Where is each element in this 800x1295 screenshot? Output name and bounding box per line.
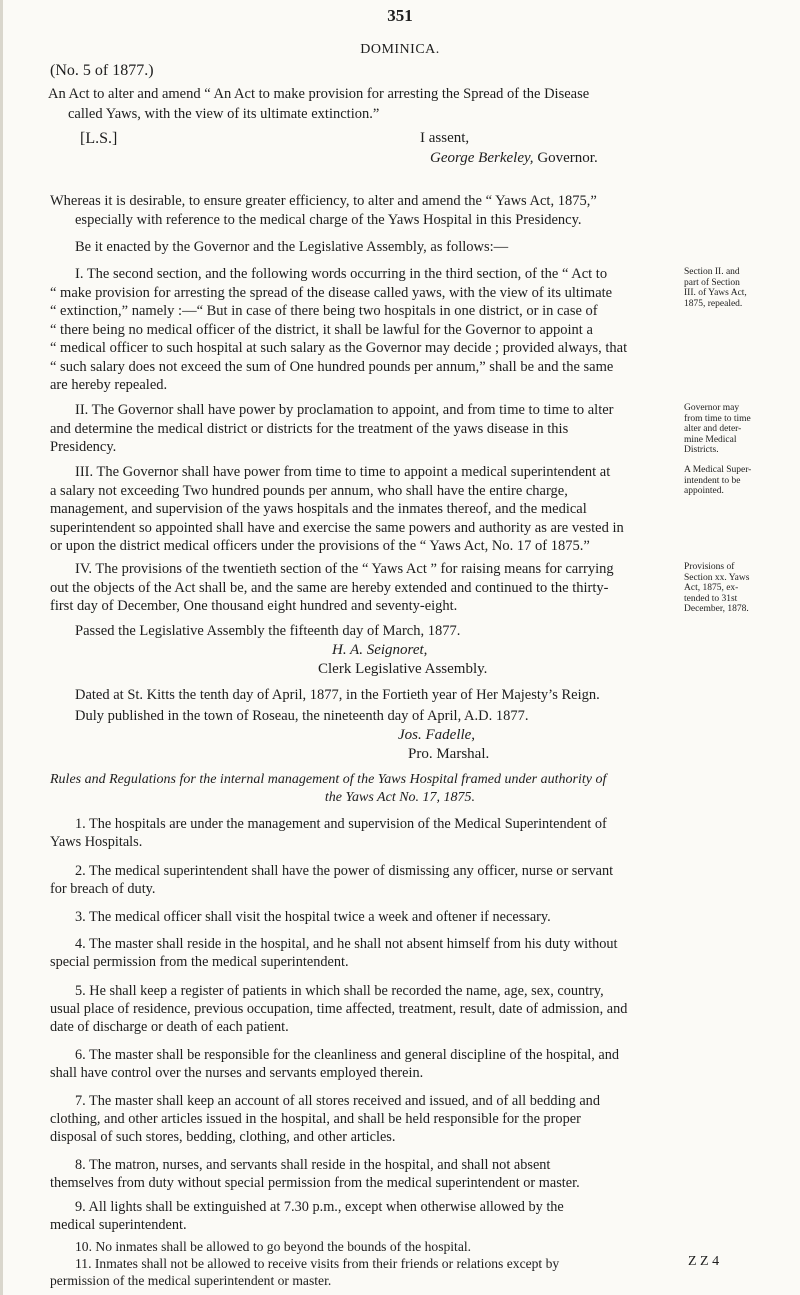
rule-line: Yaws Hospitals.	[50, 834, 143, 850]
margin-note-line: Section xx. Yaws	[684, 572, 750, 583]
preamble-line: Whereas it is desirable, to ensure greater efficiency, to alter and amend the “ Yaws Act, 1875,”	[50, 193, 597, 209]
marshal-name: Jos. Fadelle,	[398, 727, 476, 743]
dated-statement	[50, 686, 750, 705]
section-line: superintendent so appointed shall have and exercise the same powers and authority as are vested in	[50, 519, 624, 536]
page-number: 351	[387, 6, 413, 25]
rule-line: usual place of residence, previous occupation, time affected, treatment, result, date of admission, and	[50, 1001, 628, 1017]
margin-note-section-4	[684, 562, 792, 615]
enacting-clause	[50, 238, 750, 257]
section-line: a salary not exceeding Two hundred pounds per annum, who shall have the entire charge,	[50, 482, 568, 499]
rule-line: clothing, and other articles issued in the hospital, and shall be held responsible for the proper	[50, 1111, 581, 1127]
rule-line: 11. Inmates shall not be allowed to receive visits from their friends or relations except by	[75, 1256, 560, 1271]
enacting-clause-text: Be it enacted by the Governor and the Legislative Assembly, as follows:—	[75, 239, 509, 255]
margin-note-line: from time to time	[684, 413, 751, 424]
rule-item	[50, 1046, 750, 1082]
rule-line: 2. The medical superintendent shall have the power of dismissing any officer, nurse or servant	[75, 863, 614, 879]
assent-text: I assent,	[420, 130, 470, 146]
margin-note-line: December, 1878.	[684, 604, 749, 614]
section-4	[50, 560, 750, 616]
section-line: and determine the medical district or districts for the treatment of the yaws disease in this	[50, 420, 569, 437]
section-line: I. The second section, and the following words occurring in the third section, of the “ Act to	[75, 266, 608, 282]
section-line: III. The Governor shall have power from time to time to appoint a medical superintendent at	[75, 464, 611, 480]
rules-heading-line: the Yaws Act No. 17, 1875.	[324, 790, 476, 805]
rule-item	[50, 1198, 750, 1234]
act-title	[48, 84, 748, 124]
margin-note-section-3	[684, 465, 792, 497]
rule-item	[50, 1156, 750, 1192]
section-line: “ extinction,” namely :—“ But in case of there being two hospitals in one district, or in case of	[50, 303, 598, 319]
rule-line: 5. He shall keep a register of patients in which shall be recorded the name, age, sex, country,	[75, 983, 604, 999]
rule-line: 7. The master shall keep an account of all stores received and issued, and of all bedding and	[75, 1093, 600, 1109]
section-2	[50, 401, 750, 457]
rule-item	[50, 862, 750, 898]
section-3	[50, 463, 750, 556]
section-line: IV. The provisions of the twentieth section of the “ Yaws Act ” for raising means for carrying	[75, 561, 614, 577]
section-line: or upon the district medical officers under the provisions of the “ Yaws Act, No. 17 of 1875.”	[50, 538, 590, 554]
governor-title: Governor.	[537, 150, 598, 166]
published-text: Duly published in the town of Roseau, the nineteenth day of April, A.D. 1877.	[75, 708, 529, 724]
margin-note-line: Act, 1875, ex-	[684, 583, 739, 593]
rule-item	[50, 1255, 680, 1289]
margin-note-line: Provisions of	[684, 562, 735, 572]
passed-text: Passed the Legislative Assembly the fifteenth day of March, 1877.	[75, 623, 461, 639]
published-statement	[50, 707, 750, 726]
section-line: “ such salary does not exceed the sum of One hundred pounds per annum,” shall be and the same	[50, 358, 614, 375]
section-line: “ medical officer to such hospital at such salary as the Governor may decide ; provided always, that	[50, 340, 628, 356]
rule-line: 8. The matron, nurses, and servants shall reside in the hospital, and shall not absent	[75, 1157, 551, 1173]
section-1	[50, 265, 690, 395]
margin-note-line: intendent to be	[684, 475, 741, 486]
margin-note-line: 1875, repealed.	[684, 298, 743, 309]
rule-line: permission of the medical superintendent or master.	[50, 1273, 332, 1288]
dated-text: Dated at St. Kitts the tenth day of April, 1877, in the Fortieth year of Her Majesty’s Reign.	[75, 687, 600, 703]
rule-item	[50, 935, 750, 971]
section-line: II. The Governor shall have power by proclamation to appoint, and from time to time to alter	[75, 402, 614, 418]
margin-note-line: Districts.	[684, 445, 719, 455]
section-line: are hereby repealed.	[50, 377, 168, 393]
margin-note-line: mine Medical	[684, 434, 737, 445]
rule-item	[50, 1238, 750, 1256]
margin-note-line: alter and deter-	[684, 424, 742, 434]
rules-heading-line: Rules and Regulations for the internal management of the Yaws Hospital framed under authority of	[50, 772, 607, 787]
rule-line: for breach of duty.	[50, 881, 156, 897]
margin-note-line: tended to 31st	[684, 593, 738, 604]
rule-line: 9. All lights shall be extinguished at 7.30 p.m., except when otherwise allowed by the	[75, 1199, 564, 1215]
governor-name: George Berkeley,	[430, 150, 534, 166]
rule-line: 10. No inmates shall be allowed to go beyond the bounds of the hospital.	[75, 1239, 472, 1254]
clerk-name: H. A. Seignoret,	[332, 642, 428, 658]
preamble	[50, 192, 750, 229]
preamble-line: especially with reference to the medical charge of the Yaws Hospital in this Presidency.	[75, 211, 582, 228]
sheet-signature-mark: Z Z 4	[688, 1254, 720, 1269]
margin-note-section-2	[684, 403, 792, 456]
act-title-line: called Yaws, with the view of its ultimate extinction.”	[68, 106, 380, 122]
rule-line: special permission from the medical superintendent.	[50, 954, 349, 970]
seal-mark: [L.S.]	[80, 130, 118, 147]
margin-note-section-1	[684, 267, 792, 309]
rule-line: themselves from duty without special permission from the medical superintendent or master.	[50, 1175, 580, 1191]
rule-line: 4. The master shall reside in the hospital, and he shall not absent himself from his duty without	[75, 936, 618, 952]
section-line: management, and supervision of the yaws hospitals and the inmates thereof, and the medical	[50, 501, 587, 517]
section-line: “ there being no medical officer of the district, it shall be lawful for the Governor to appoint a	[50, 321, 593, 338]
colony-heading: DOMINICA.	[360, 42, 440, 57]
clerk-title: Clerk Legislative Assembly.	[318, 661, 488, 677]
governor-signature	[430, 150, 598, 167]
rule-line: medical superintendent.	[50, 1217, 187, 1233]
margin-note-line: Governor may	[684, 403, 740, 413]
rule-line: 1. The hospitals are under the management and supervision of the Medical Superintendent of	[75, 816, 607, 832]
section-line: Presidency.	[50, 439, 117, 455]
rule-item	[50, 1092, 750, 1146]
page-edge	[0, 0, 3, 1295]
margin-note-line: A Medical Super-	[684, 465, 752, 475]
rule-line: date of discharge or death of each patient.	[50, 1019, 289, 1035]
rules-heading	[50, 771, 750, 807]
rule-line: disposal of such stores, bedding, clothing, and other articles.	[50, 1129, 396, 1145]
rule-line: 6. The master shall be responsible for the cleanliness and general discipline of the hospital, and	[75, 1047, 620, 1063]
section-line: out the objects of the Act shall be, and the same are hereby extended and continued to the thirty-	[50, 579, 609, 596]
rule-item	[50, 815, 750, 851]
margin-note-line: Section II. and	[684, 267, 740, 277]
margin-note-line: appointed.	[684, 486, 724, 496]
section-line: “ make provision for arresting the spread of the disease called yaws, with the view of its ultimate	[50, 284, 613, 301]
margin-note-line: III. of Yaws Act,	[684, 288, 747, 298]
rule-line: 3. The medical officer shall visit the hospital twice a week and oftener if necessary.	[75, 909, 551, 925]
rule-line: shall have control over the nurses and servants employed therein.	[50, 1065, 424, 1081]
rule-item	[50, 908, 750, 926]
margin-note-line: part of Section	[684, 277, 740, 288]
marshal-title: Pro. Marshal.	[408, 746, 490, 762]
passed-statement	[50, 622, 750, 641]
act-number: (No. 5 of 1877.)	[50, 62, 154, 79]
act-title-line: An Act to alter and amend “ An Act to make provision for arresting the Spread of the Disease	[48, 86, 590, 102]
rule-item	[50, 982, 750, 1036]
section-line: first day of December, One thousand eight hundred and seventy-eight.	[50, 598, 458, 614]
